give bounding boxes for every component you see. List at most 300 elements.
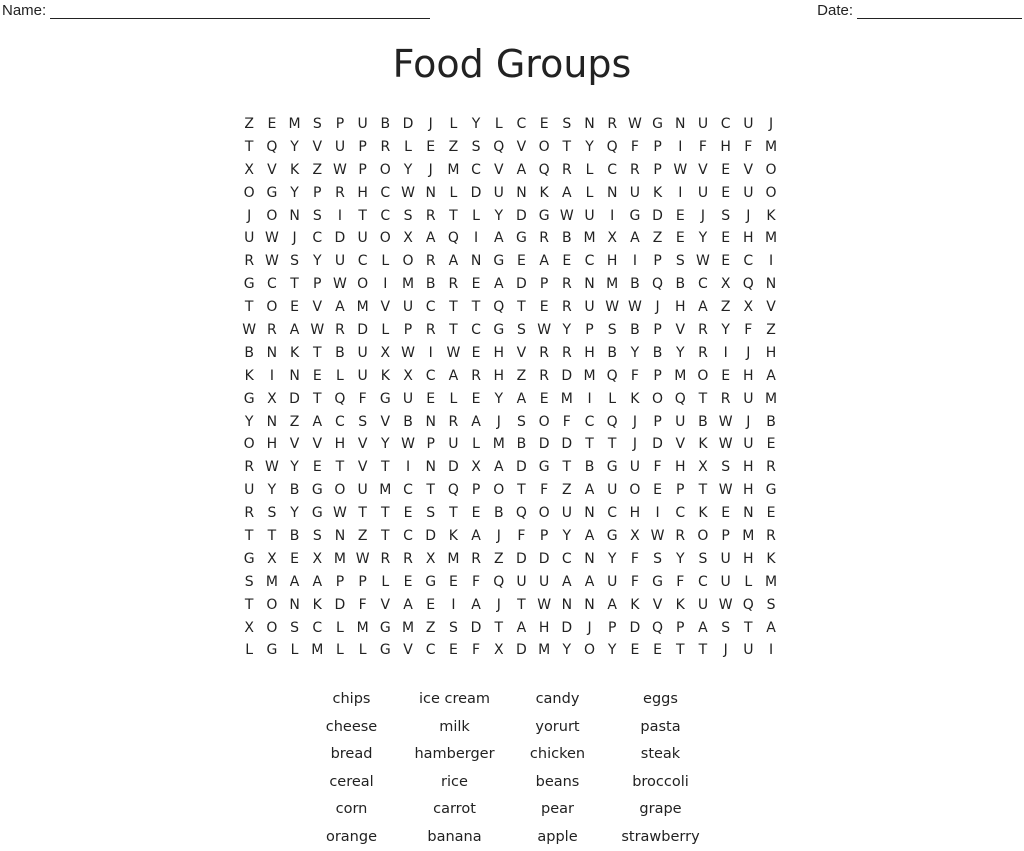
grid-letter[interactable]: W xyxy=(397,342,420,365)
grid-letter[interactable]: R xyxy=(624,159,647,182)
grid-letter[interactable]: Y xyxy=(283,136,306,159)
grid-letter[interactable]: T xyxy=(238,594,261,617)
grid-letter[interactable]: X xyxy=(601,227,624,250)
grid-letter[interactable]: B xyxy=(646,342,669,365)
grid-letter[interactable]: Q xyxy=(488,136,511,159)
grid-letter[interactable]: U xyxy=(669,411,692,434)
grid-letter[interactable]: M xyxy=(283,113,306,136)
grid-letter[interactable]: M xyxy=(329,548,352,571)
grid-letter[interactable]: I xyxy=(442,594,465,617)
grid-letter[interactable]: P xyxy=(351,159,374,182)
grid-letter[interactable]: I xyxy=(646,502,669,525)
grid-letter[interactable]: K xyxy=(442,525,465,548)
grid-letter[interactable]: E xyxy=(760,433,783,456)
grid-letter[interactable]: V xyxy=(306,433,329,456)
grid-letter[interactable]: C xyxy=(420,639,443,662)
grid-letter[interactable]: L xyxy=(329,617,352,640)
grid-letter[interactable]: W xyxy=(669,159,692,182)
grid-letter[interactable]: N xyxy=(578,273,601,296)
grid-letter[interactable]: U xyxy=(601,479,624,502)
grid-letter[interactable]: D xyxy=(329,227,352,250)
grid-letter[interactable]: H xyxy=(261,433,284,456)
grid-letter[interactable]: I xyxy=(760,250,783,273)
grid-letter[interactable]: E xyxy=(556,250,579,273)
grid-letter[interactable]: G xyxy=(420,571,443,594)
grid-letter[interactable]: W xyxy=(442,342,465,365)
grid-letter[interactable]: P xyxy=(351,136,374,159)
grid-letter[interactable]: X xyxy=(238,617,261,640)
grid-letter[interactable]: Q xyxy=(669,388,692,411)
grid-letter[interactable]: X xyxy=(420,548,443,571)
grid-letter[interactable]: P xyxy=(601,617,624,640)
grid-letter[interactable]: R xyxy=(238,502,261,525)
grid-letter[interactable]: D xyxy=(624,617,647,640)
grid-letter[interactable]: D xyxy=(329,594,352,617)
grid-letter[interactable]: H xyxy=(533,617,556,640)
grid-letter[interactable]: O xyxy=(488,479,511,502)
grid-letter[interactable]: K xyxy=(669,594,692,617)
grid-letter[interactable]: L xyxy=(465,433,488,456)
name-field[interactable] xyxy=(2,2,430,19)
grid-letter[interactable]: G xyxy=(238,388,261,411)
grid-letter[interactable]: Q xyxy=(533,159,556,182)
grid-letter[interactable]: M xyxy=(760,227,783,250)
grid-letter[interactable]: S xyxy=(420,502,443,525)
grid-letter[interactable]: U xyxy=(397,296,420,319)
grid-letter[interactable]: O xyxy=(261,205,284,228)
grid-letter[interactable]: J xyxy=(238,205,261,228)
grid-letter[interactable]: S xyxy=(646,548,669,571)
grid-letter[interactable]: E xyxy=(646,639,669,662)
grid-letter[interactable]: A xyxy=(510,617,533,640)
grid-letter[interactable]: W xyxy=(556,205,579,228)
grid-letter[interactable]: L xyxy=(601,388,624,411)
grid-letter[interactable]: A xyxy=(578,525,601,548)
grid-letter[interactable]: H xyxy=(578,342,601,365)
grid-letter[interactable]: Z xyxy=(760,319,783,342)
grid-letter[interactable]: U xyxy=(238,479,261,502)
grid-letter[interactable]: T xyxy=(306,342,329,365)
grid-letter[interactable]: V xyxy=(283,433,306,456)
grid-letter[interactable]: R xyxy=(692,319,715,342)
grid-letter[interactable]: J xyxy=(488,411,511,434)
grid-letter[interactable]: Y xyxy=(624,342,647,365)
grid-letter[interactable]: A xyxy=(306,571,329,594)
grid-letter[interactable]: T xyxy=(510,479,533,502)
grid-letter[interactable]: G xyxy=(646,571,669,594)
grid-letter[interactable]: A xyxy=(692,296,715,319)
grid-letter[interactable]: P xyxy=(420,433,443,456)
grid-letter[interactable]: H xyxy=(601,250,624,273)
grid-letter[interactable]: W xyxy=(714,594,737,617)
grid-letter[interactable]: V xyxy=(692,159,715,182)
grid-letter[interactable]: Z xyxy=(442,136,465,159)
grid-letter[interactable]: E xyxy=(533,113,556,136)
grid-letter[interactable]: T xyxy=(737,617,760,640)
grid-letter[interactable]: K xyxy=(624,594,647,617)
grid-letter[interactable]: Z xyxy=(351,525,374,548)
grid-letter[interactable]: Y xyxy=(488,205,511,228)
grid-letter[interactable]: L xyxy=(374,571,397,594)
grid-letter[interactable]: M xyxy=(442,159,465,182)
grid-letter[interactable]: E xyxy=(420,594,443,617)
grid-letter[interactable]: H xyxy=(488,342,511,365)
grid-letter[interactable]: S xyxy=(442,617,465,640)
grid-letter[interactable]: V xyxy=(374,296,397,319)
grid-letter[interactable]: R xyxy=(329,319,352,342)
grid-letter[interactable]: V xyxy=(374,411,397,434)
grid-letter[interactable]: H xyxy=(669,456,692,479)
grid-letter[interactable]: M xyxy=(374,479,397,502)
grid-letter[interactable]: U xyxy=(351,365,374,388)
grid-letter[interactable]: P xyxy=(306,182,329,205)
grid-letter[interactable]: M xyxy=(737,525,760,548)
grid-letter[interactable]: Z xyxy=(238,113,261,136)
grid-letter[interactable]: Q xyxy=(442,227,465,250)
grid-letter[interactable]: K xyxy=(760,548,783,571)
grid-letter[interactable]: T xyxy=(261,525,284,548)
grid-letter[interactable]: J xyxy=(420,113,443,136)
grid-letter[interactable]: E xyxy=(533,388,556,411)
grid-letter[interactable]: U xyxy=(714,548,737,571)
grid-letter[interactable]: D xyxy=(646,433,669,456)
grid-letter[interactable]: I xyxy=(760,639,783,662)
grid-letter[interactable]: F xyxy=(465,639,488,662)
grid-letter[interactable]: A xyxy=(624,227,647,250)
grid-letter[interactable]: P xyxy=(533,525,556,548)
grid-letter[interactable]: R xyxy=(420,205,443,228)
grid-letter[interactable]: A xyxy=(578,571,601,594)
grid-letter[interactable]: K xyxy=(533,182,556,205)
grid-letter[interactable]: L xyxy=(374,319,397,342)
grid-letter[interactable]: E xyxy=(465,388,488,411)
grid-letter[interactable]: T xyxy=(556,456,579,479)
grid-letter[interactable]: J xyxy=(737,205,760,228)
grid-letter[interactable]: T xyxy=(351,502,374,525)
grid-letter[interactable]: Y xyxy=(306,250,329,273)
grid-letter[interactable]: Z xyxy=(714,296,737,319)
grid-letter[interactable]: G xyxy=(374,639,397,662)
grid-letter[interactable]: P xyxy=(669,479,692,502)
grid-letter[interactable]: F xyxy=(624,136,647,159)
grid-letter[interactable]: N xyxy=(420,411,443,434)
grid-letter[interactable]: G xyxy=(488,250,511,273)
grid-letter[interactable]: W xyxy=(624,296,647,319)
grid-letter[interactable]: A xyxy=(510,159,533,182)
grid-letter[interactable]: M xyxy=(351,296,374,319)
grid-letter[interactable]: M xyxy=(351,617,374,640)
grid-letter[interactable]: Y xyxy=(238,411,261,434)
grid-letter[interactable]: A xyxy=(556,571,579,594)
grid-letter[interactable]: V xyxy=(669,319,692,342)
grid-letter[interactable]: C xyxy=(329,411,352,434)
grid-letter[interactable]: S xyxy=(306,205,329,228)
grid-letter[interactable]: E xyxy=(465,502,488,525)
grid-letter[interactable]: Q xyxy=(510,502,533,525)
grid-letter[interactable]: V xyxy=(397,639,420,662)
grid-letter[interactable]: M xyxy=(760,388,783,411)
grid-letter[interactable]: I xyxy=(465,227,488,250)
grid-letter[interactable]: T xyxy=(510,296,533,319)
grid-letter[interactable]: G xyxy=(488,319,511,342)
grid-letter[interactable]: U xyxy=(578,296,601,319)
grid-letter[interactable]: N xyxy=(261,342,284,365)
grid-letter[interactable]: R xyxy=(556,273,579,296)
grid-letter[interactable]: U xyxy=(578,205,601,228)
name-blank-line[interactable] xyxy=(50,4,430,19)
grid-letter[interactable]: J xyxy=(420,159,443,182)
grid-letter[interactable]: S xyxy=(510,411,533,434)
grid-letter[interactable]: W xyxy=(533,319,556,342)
grid-letter[interactable]: T xyxy=(238,296,261,319)
grid-letter[interactable]: A xyxy=(760,617,783,640)
grid-letter[interactable]: F xyxy=(737,136,760,159)
grid-letter[interactable]: Q xyxy=(601,365,624,388)
grid-letter[interactable]: B xyxy=(669,273,692,296)
grid-letter[interactable]: C xyxy=(374,205,397,228)
grid-letter[interactable]: F xyxy=(669,571,692,594)
grid-letter[interactable]: L xyxy=(283,639,306,662)
grid-letter[interactable]: D xyxy=(533,548,556,571)
grid-letter[interactable]: R xyxy=(556,296,579,319)
grid-letter[interactable]: Q xyxy=(488,296,511,319)
grid-letter[interactable]: P xyxy=(646,159,669,182)
grid-letter[interactable]: X xyxy=(737,296,760,319)
grid-letter[interactable]: T xyxy=(374,525,397,548)
grid-letter[interactable]: C xyxy=(601,159,624,182)
grid-letter[interactable]: O xyxy=(760,182,783,205)
grid-letter[interactable]: T xyxy=(601,433,624,456)
grid-letter[interactable]: P xyxy=(646,411,669,434)
grid-letter[interactable]: E xyxy=(283,548,306,571)
grid-letter[interactable]: H xyxy=(737,456,760,479)
grid-letter[interactable]: V xyxy=(510,136,533,159)
grid-letter[interactable]: U xyxy=(737,433,760,456)
grid-letter[interactable]: E xyxy=(397,571,420,594)
grid-letter[interactable]: Y xyxy=(669,342,692,365)
grid-letter[interactable]: N xyxy=(283,205,306,228)
grid-letter[interactable]: W xyxy=(329,273,352,296)
grid-letter[interactable]: C xyxy=(601,502,624,525)
grid-letter[interactable]: B xyxy=(624,319,647,342)
grid-letter[interactable]: E xyxy=(420,136,443,159)
grid-letter[interactable]: E xyxy=(714,227,737,250)
grid-letter[interactable]: F xyxy=(351,388,374,411)
grid-letter[interactable]: Q xyxy=(737,273,760,296)
grid-letter[interactable]: B xyxy=(578,456,601,479)
grid-letter[interactable]: T xyxy=(556,136,579,159)
grid-letter[interactable]: X xyxy=(261,388,284,411)
grid-letter[interactable]: L xyxy=(442,182,465,205)
grid-letter[interactable]: Y xyxy=(601,639,624,662)
grid-letter[interactable]: G xyxy=(238,273,261,296)
grid-letter[interactable]: W xyxy=(329,159,352,182)
grid-letter[interactable]: R xyxy=(238,456,261,479)
grid-letter[interactable]: T xyxy=(283,273,306,296)
grid-letter[interactable]: M xyxy=(760,136,783,159)
grid-letter[interactable]: K xyxy=(306,594,329,617)
grid-letter[interactable]: T xyxy=(442,296,465,319)
grid-letter[interactable]: D xyxy=(533,433,556,456)
grid-letter[interactable]: M xyxy=(442,548,465,571)
grid-letter[interactable]: R xyxy=(601,113,624,136)
grid-letter[interactable]: D xyxy=(420,525,443,548)
grid-letter[interactable]: B xyxy=(556,227,579,250)
grid-letter[interactable]: R xyxy=(465,548,488,571)
grid-letter[interactable]: O xyxy=(692,365,715,388)
grid-letter[interactable]: X xyxy=(397,365,420,388)
grid-letter[interactable]: X xyxy=(261,548,284,571)
grid-letter[interactable]: A xyxy=(465,411,488,434)
grid-letter[interactable]: B xyxy=(420,273,443,296)
grid-letter[interactable]: Y xyxy=(669,548,692,571)
grid-letter[interactable]: P xyxy=(646,365,669,388)
grid-letter[interactable]: V xyxy=(261,159,284,182)
grid-letter[interactable]: C xyxy=(692,273,715,296)
grid-letter[interactable]: T xyxy=(465,296,488,319)
grid-letter[interactable]: R xyxy=(397,548,420,571)
grid-letter[interactable]: E xyxy=(714,182,737,205)
grid-letter[interactable]: L xyxy=(737,571,760,594)
grid-letter[interactable]: U xyxy=(737,388,760,411)
grid-letter[interactable]: U xyxy=(692,113,715,136)
grid-letter[interactable]: D xyxy=(556,433,579,456)
grid-letter[interactable]: C xyxy=(397,525,420,548)
grid-letter[interactable]: L xyxy=(329,639,352,662)
grid-letter[interactable]: D xyxy=(442,456,465,479)
grid-letter[interactable]: P xyxy=(646,136,669,159)
grid-letter[interactable]: F xyxy=(646,456,669,479)
grid-letter[interactable]: N xyxy=(510,182,533,205)
grid-letter[interactable]: C xyxy=(465,319,488,342)
grid-letter[interactable]: T xyxy=(692,639,715,662)
grid-letter[interactable]: J xyxy=(488,594,511,617)
grid-letter[interactable]: O xyxy=(261,296,284,319)
grid-letter[interactable]: T xyxy=(669,639,692,662)
grid-letter[interactable]: A xyxy=(442,250,465,273)
grid-letter[interactable]: E xyxy=(646,479,669,502)
grid-letter[interactable]: T xyxy=(442,502,465,525)
grid-letter[interactable]: G xyxy=(306,479,329,502)
grid-letter[interactable]: R xyxy=(420,319,443,342)
grid-letter[interactable]: K xyxy=(374,365,397,388)
grid-letter[interactable]: N xyxy=(578,594,601,617)
grid-letter[interactable]: J xyxy=(714,639,737,662)
grid-letter[interactable]: M xyxy=(306,639,329,662)
grid-letter[interactable]: K xyxy=(692,433,715,456)
grid-letter[interactable]: F xyxy=(692,136,715,159)
grid-letter[interactable]: E xyxy=(510,250,533,273)
grid-letter[interactable]: U xyxy=(533,571,556,594)
grid-letter[interactable]: J xyxy=(737,411,760,434)
grid-letter[interactable]: W xyxy=(533,594,556,617)
grid-letter[interactable]: Q xyxy=(601,411,624,434)
grid-letter[interactable]: U xyxy=(737,639,760,662)
grid-letter[interactable]: I xyxy=(578,388,601,411)
grid-letter[interactable]: Z xyxy=(646,227,669,250)
grid-letter[interactable]: U xyxy=(488,182,511,205)
grid-letter[interactable]: I xyxy=(624,250,647,273)
grid-letter[interactable]: B xyxy=(692,411,715,434)
grid-letter[interactable]: A xyxy=(283,571,306,594)
date-field[interactable] xyxy=(817,2,1022,19)
grid-letter[interactable]: Q xyxy=(488,571,511,594)
grid-letter[interactable]: G xyxy=(374,617,397,640)
grid-letter[interactable]: W xyxy=(261,227,284,250)
grid-letter[interactable]: N xyxy=(737,502,760,525)
grid-letter[interactable]: E xyxy=(442,639,465,662)
grid-letter[interactable]: S xyxy=(261,502,284,525)
grid-letter[interactable]: N xyxy=(601,182,624,205)
grid-letter[interactable]: N xyxy=(556,594,579,617)
grid-letter[interactable]: U xyxy=(624,182,647,205)
grid-letter[interactable]: M xyxy=(669,365,692,388)
grid-letter[interactable]: S xyxy=(714,617,737,640)
grid-letter[interactable]: N xyxy=(420,182,443,205)
grid-letter[interactable]: J xyxy=(760,113,783,136)
grid-letter[interactable]: U xyxy=(692,182,715,205)
grid-letter[interactable]: W xyxy=(692,250,715,273)
grid-letter[interactable]: E xyxy=(714,365,737,388)
grid-letter[interactable]: U xyxy=(238,227,261,250)
grid-letter[interactable]: C xyxy=(669,502,692,525)
grid-letter[interactable]: E xyxy=(420,388,443,411)
grid-letter[interactable]: S xyxy=(669,250,692,273)
grid-letter[interactable]: A xyxy=(306,411,329,434)
grid-letter[interactable]: W xyxy=(261,250,284,273)
grid-letter[interactable]: P xyxy=(533,273,556,296)
grid-letter[interactable]: O xyxy=(238,182,261,205)
grid-letter[interactable]: S xyxy=(306,113,329,136)
grid-letter[interactable]: N xyxy=(420,456,443,479)
grid-letter[interactable]: Y xyxy=(556,525,579,548)
grid-letter[interactable]: D xyxy=(646,205,669,228)
grid-letter[interactable]: D xyxy=(351,319,374,342)
grid-letter[interactable]: Q xyxy=(329,388,352,411)
grid-letter[interactable]: T xyxy=(692,479,715,502)
grid-letter[interactable]: X xyxy=(238,159,261,182)
grid-letter[interactable]: D xyxy=(510,456,533,479)
grid-letter[interactable]: T xyxy=(306,388,329,411)
grid-letter[interactable]: O xyxy=(374,227,397,250)
grid-letter[interactable]: N xyxy=(283,365,306,388)
grid-letter[interactable]: R xyxy=(692,342,715,365)
grid-letter[interactable]: R xyxy=(556,342,579,365)
grid-letter[interactable]: B xyxy=(601,342,624,365)
grid-letter[interactable]: J xyxy=(578,617,601,640)
grid-letter[interactable]: I xyxy=(329,205,352,228)
grid-letter[interactable]: F xyxy=(351,594,374,617)
grid-letter[interactable]: N xyxy=(760,273,783,296)
grid-letter[interactable]: A xyxy=(533,250,556,273)
grid-letter[interactable]: G xyxy=(306,502,329,525)
grid-letter[interactable]: V xyxy=(646,594,669,617)
grid-letter[interactable]: W xyxy=(624,113,647,136)
grid-letter[interactable]: R xyxy=(556,159,579,182)
grid-letter[interactable]: T xyxy=(488,617,511,640)
date-blank-line[interactable] xyxy=(857,4,1022,19)
grid-letter[interactable]: O xyxy=(374,159,397,182)
grid-letter[interactable]: O xyxy=(238,433,261,456)
grid-letter[interactable]: V xyxy=(760,296,783,319)
grid-letter[interactable]: H xyxy=(737,548,760,571)
grid-letter[interactable]: S xyxy=(692,548,715,571)
grid-letter[interactable]: G xyxy=(510,227,533,250)
grid-letter[interactable]: Q xyxy=(442,479,465,502)
grid-letter[interactable]: M xyxy=(533,639,556,662)
grid-letter[interactable]: W xyxy=(714,479,737,502)
grid-letter[interactable]: C xyxy=(465,159,488,182)
